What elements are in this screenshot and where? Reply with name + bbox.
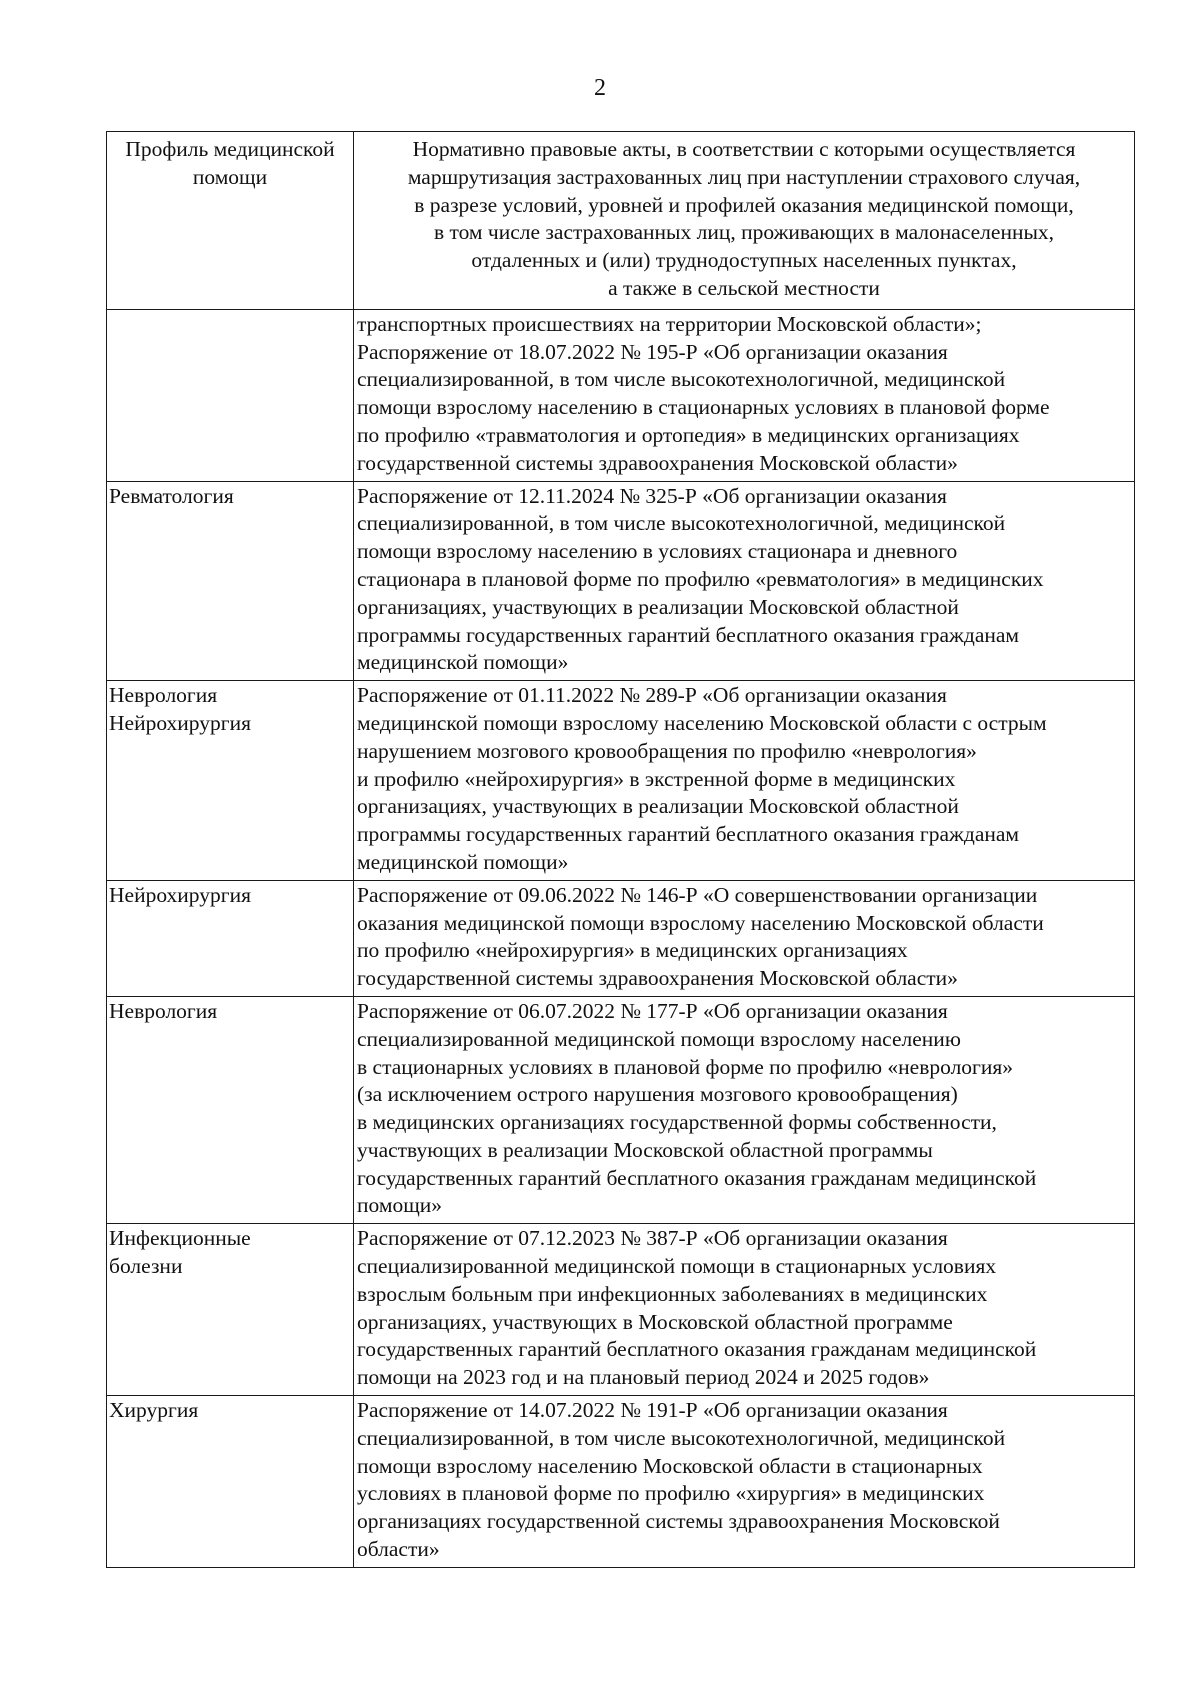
text-line: организациях, участвующих в Московской областной программе: [357, 1309, 953, 1334]
text-line: а также в сельской местности: [608, 275, 880, 300]
text-line: по профилю «нейрохирургия» в медицинских организациях: [357, 938, 908, 963]
profile-cell: [107, 880, 354, 996]
text-line: организациях государственной системы здравоохранения Московской: [357, 1509, 1000, 1534]
text-line: специализированной, в том числе высокотехнологичной, медицинской: [357, 367, 1006, 392]
acts-cell: [354, 996, 1135, 1223]
text-line: болезни: [109, 1254, 183, 1279]
text-line: специализированной медицинской помощи в стационарных условиях: [357, 1254, 997, 1279]
text-line: организациях, участвующих в реализации Московской областной: [357, 594, 959, 619]
acts-cell: [354, 1224, 1135, 1396]
routing-table: [106, 131, 1135, 1568]
profile-cell: [107, 681, 354, 881]
table-row: [107, 481, 1135, 681]
acts-cell: [354, 681, 1135, 881]
table-header-row: [107, 132, 1135, 310]
text-line: в том числе застрахованных лиц, проживающих в малонаселенных,: [433, 220, 1055, 245]
text-line: программы государственных гарантий бесплатного оказания гражданам: [357, 822, 1020, 847]
text-line: области»: [357, 1537, 440, 1562]
header-acts: [354, 132, 1135, 310]
acts-cell: [354, 880, 1135, 996]
text-line: программы государственных гарантий бесплатного оказания гражданам: [357, 622, 1020, 647]
text-line: Нормативно правовые акты, в соответствии с которыми осуществляется: [412, 137, 1076, 161]
text-line: в стационарных условиях в плановой форме по профилю «неврология»: [357, 1054, 1014, 1079]
text-line: Инфекционные: [109, 1226, 251, 1251]
text-line: нарушением мозгового кровообращения по профилю «неврология»: [357, 738, 977, 763]
page-number: 2: [594, 75, 606, 101]
text-line: Нейрохирургия: [109, 882, 251, 907]
text-line: Профиль медицинской: [125, 137, 335, 161]
acts-cell: [354, 309, 1135, 481]
text-line: помощи взрослому населению в стационарных условиях в плановой форме: [357, 395, 1050, 420]
text-line: специализированной медицинской помощи взрослому населению: [357, 1026, 961, 1051]
text-line: Распоряжение от 12.11.2024 № 325-Р «Об организации оказания: [357, 483, 947, 508]
text-line: (за исключением острого нарушения мозгового кровообращения): [357, 1082, 958, 1107]
text-line: государственной системы здравоохранения Московской области»: [357, 450, 958, 475]
text-line: помощи взрослому населению Московской области в стационарных: [357, 1453, 983, 1478]
text-line: помощи: [192, 164, 268, 189]
profile-cell: [107, 481, 354, 681]
text-line: отдаленных и (или) труднодоступных населенных пунктах,: [471, 248, 1017, 273]
text-line: государственных гарантий бесплатного оказания гражданам медицинской: [357, 1337, 1037, 1362]
text-line: Распоряжение от 07.12.2023 № 387-Р «Об организации оказания: [357, 1226, 948, 1251]
text-line: Хирургия: [109, 1398, 199, 1423]
header-profile: [107, 132, 354, 310]
text-line: Распоряжение от 01.11.2022 № 289-Р «Об организации оказания: [357, 683, 947, 708]
text-line: стационара в плановой форме по профилю «ревматология» в медицинских: [357, 566, 1044, 591]
text-line: условиях в плановой форме по профилю «хирургия» в медицинских: [357, 1481, 985, 1506]
text-line: Неврология: [109, 998, 218, 1023]
text-line: медицинской помощи»: [357, 650, 569, 675]
acts-cell: [354, 1396, 1135, 1568]
text-line: Распоряжение от 06.07.2022 № 177-Р «Об организации оказания: [357, 998, 948, 1023]
text-line: взрослым больным при инфекционных заболеваниях в медицинских: [357, 1281, 988, 1306]
text-line: и профилю «нейрохирургия» в экстренной форме в медицинских: [357, 766, 956, 791]
text-line: помощи на 2023 год и на плановый период 2024 и 2025 годов»: [357, 1365, 930, 1390]
text-line: маршрутизация застрахованных лиц при наступлении страхового случая,: [407, 164, 1081, 189]
text-line: организациях, участвующих в реализации Московской областной: [357, 794, 959, 819]
table-row: [107, 1224, 1135, 1396]
text-line: специализированной, в том числе высокотехнологичной, медицинской: [357, 1425, 1006, 1450]
text-line: Нейрохирургия: [109, 710, 251, 735]
text-line: Ревматология: [109, 483, 234, 508]
text-line: Распоряжение от 09.06.2022 № 146-Р «О совершенствовании организации: [357, 882, 1038, 907]
text-line: медицинской помощи взрослому населению Московской области с острым: [357, 710, 1047, 735]
text-line: Распоряжение от 18.07.2022 № 195-Р «Об организации оказания: [357, 339, 948, 364]
text-line: государственных гарантий бесплатного оказания гражданам медицинской: [357, 1165, 1037, 1190]
text-line: в разрезе условий, уровней и профилей оказания медицинской помощи,: [414, 192, 1074, 217]
text-line: помощи»: [357, 1193, 443, 1218]
profile-cell: [107, 309, 354, 481]
text-line: Распоряжение от 14.07.2022 № 191-Р «Об организации оказания: [357, 1398, 948, 1423]
text-line: медицинской помощи»: [357, 849, 569, 874]
table-row: [107, 681, 1135, 881]
table-row: [107, 309, 1135, 481]
acts-cell: [354, 481, 1135, 681]
profile-cell: [107, 1396, 354, 1568]
text-line: помощи взрослому населению в условиях стационара и дневного: [357, 539, 958, 564]
table-row: [107, 996, 1135, 1223]
text-line: по профилю «травматология и ортопедия» в медицинских организациях: [357, 422, 1020, 447]
text-line: участвующих в реализации Московской областной программы: [357, 1137, 933, 1162]
text-line: транспортных происшествиях на территории Московской области»;: [357, 311, 982, 336]
text-line: специализированной, в том числе высокотехнологичной, медицинской: [357, 511, 1006, 536]
table-row: [107, 1396, 1135, 1568]
profile-cell: [107, 996, 354, 1223]
text-line: Неврология: [109, 683, 218, 708]
profile-cell: [107, 1224, 354, 1396]
text-line: государственной системы здравоохранения Московской области»: [357, 966, 958, 991]
table-row: [107, 880, 1135, 996]
table-body: [107, 309, 1135, 1567]
text-line: в медицинских организациях государственной формы собственности,: [357, 1110, 997, 1135]
text-line: оказания медицинской помощи взрослому населению Московской области: [357, 910, 1044, 935]
